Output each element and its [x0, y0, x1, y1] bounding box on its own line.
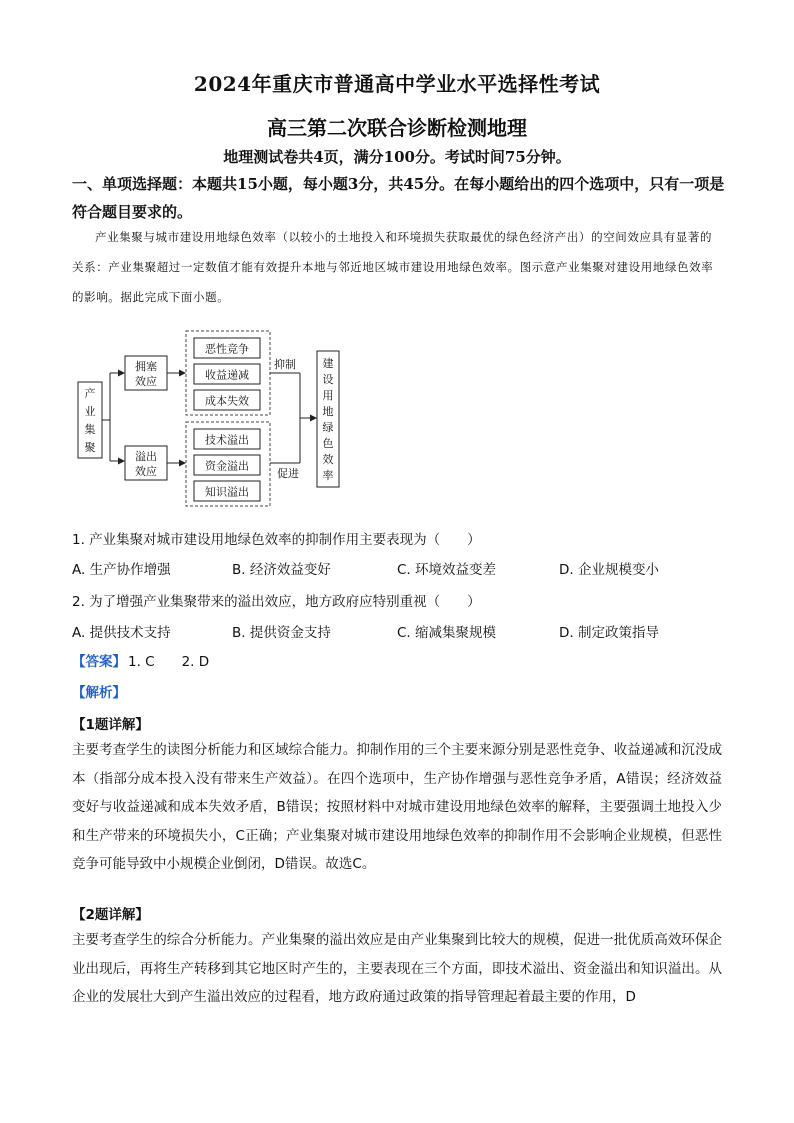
target-char-5: 绿: [322, 421, 334, 434]
q2-detail-heading: 【2题详解】: [72, 907, 149, 923]
analysis-heading: 【解析】: [72, 685, 126, 701]
q1-option-d: D. 企业规模变小: [559, 562, 659, 578]
target-char-1: 建: [322, 357, 334, 370]
target-box: [317, 351, 339, 487]
answer-tag: 【答案】: [72, 654, 126, 670]
q1-detail-heading: 【1题详解】: [72, 717, 149, 733]
source-char-3: 集: [84, 423, 96, 436]
q2-option-d: D. 制定政策指导: [559, 625, 659, 641]
question-2-stem: 2. 为了增强产业集聚带来的溢出效应，地方政府应特别重视（ ）: [72, 594, 481, 610]
inhibit-item-label-1: 恶性竞争: [205, 342, 249, 356]
promote-item-label-2: 资金溢出: [205, 459, 249, 473]
inhibit-item-label-2: 收益递减: [205, 368, 249, 382]
spillover-line2: 效应: [135, 465, 157, 478]
exam-subject-title: 高三第二次联合诊断检测地理: [267, 116, 527, 140]
exam-info: 地理测试卷共4页，满分100分。考试时间75分钟。: [223, 148, 571, 166]
target-char-6: 色: [322, 437, 334, 450]
target-char-3: 用: [322, 389, 334, 402]
q2-detail-text: 主要考查学生的综合分析能力。产业集聚的溢出效应是由产业集聚到比较大的规模，促进一批优质高效环保企业出现后，再将生产转移到其它地区时产生的，主要表现在三个方面，即技术溢出、资金溢出和知识溢出。从企业的发展壮大到产生溢出效应的过程看，地方政府通过政策的指导管理起着最主要的作用，D: [72, 932, 722, 1005]
source-char-2: 业: [84, 405, 96, 418]
target-char-8: 率: [322, 469, 334, 482]
q1-option-c: C. 环境效益变差: [397, 562, 497, 578]
answer-line: [72, 650, 209, 670]
source-char-4: 聚: [84, 441, 96, 454]
target-char-4: 地: [322, 405, 334, 418]
promote-label: 促进: [277, 467, 299, 480]
answer-values: 1. C 2. D: [128, 654, 210, 670]
inhibit-label: 抑制: [274, 358, 296, 371]
flow-diagram-svg: [72, 325, 372, 515]
source-char-1: 产: [84, 387, 96, 400]
promote-item-label-3: 知识溢出: [205, 485, 249, 499]
spillover-line1: 溢出: [135, 450, 157, 463]
congestion-line2: 效应: [135, 375, 157, 388]
section-heading: 一、单项选择题：本题共15小题，每小题3分，共45分。在每小题给出的四个选项中，只有一项是符合题目要求的。: [72, 175, 725, 221]
target-char-2: 设: [322, 373, 334, 386]
congestion-line1: 拥塞: [135, 360, 157, 373]
flow-diagram: [72, 325, 372, 515]
promote-item-label-1: 技术溢出: [205, 433, 249, 447]
q1-detail-text: 主要考查学生的读图分析能力和区域综合能力。抑制作用的三个主要来源分别是恶性竞争、收益递减和沉没成本（指部分成本投入没有带来生产效益）。在四个选项中，生产协作增强与恶性竞争矛盾，A错误；经济效益变好与收益递减和成本失效矛盾，B错误；按照材料中对城市建设用地绿色效率的解释，主要强调土地投入少和生产带来的环境损失小，C正确；产业集聚对城市建设用地绿色效率的抑制作用不会影响企业规模，但恶性竞争可能导致中小规模企业倒闭，D错误。故选C。: [72, 742, 722, 872]
q2-option-a: A. 提供技术支持: [72, 625, 171, 641]
q2-option-b: B. 提供资金支持: [232, 625, 331, 641]
q1-option-b: B. 经济效益变好: [232, 562, 331, 578]
question-intro: 产业集聚与城市建设用地绿色效率（以较小的土地投入和环境损失获取最优的绿色经济产出）的空间效应具有显著的关系：产业集聚超过一定数值才能有效提升本地与邻近地区城市建设用地绿色效率。图示意产业集聚对建设用地绿色效率的影响。据此完成下面小题。: [72, 230, 714, 304]
target-char-7: 效: [322, 453, 334, 466]
question-1-stem: 1. 产业集聚对城市建设用地绿色效率的抑制作用主要表现为（ ）: [72, 532, 481, 548]
q1-option-a: A. 生产协作增强: [72, 562, 171, 578]
inhibit-item-label-3: 成本失效: [205, 394, 249, 408]
q2-option-c: C. 缩减集聚规模: [397, 625, 497, 641]
exam-title: 2024年重庆市普通高中学业水平选择性考试: [193, 72, 601, 96]
